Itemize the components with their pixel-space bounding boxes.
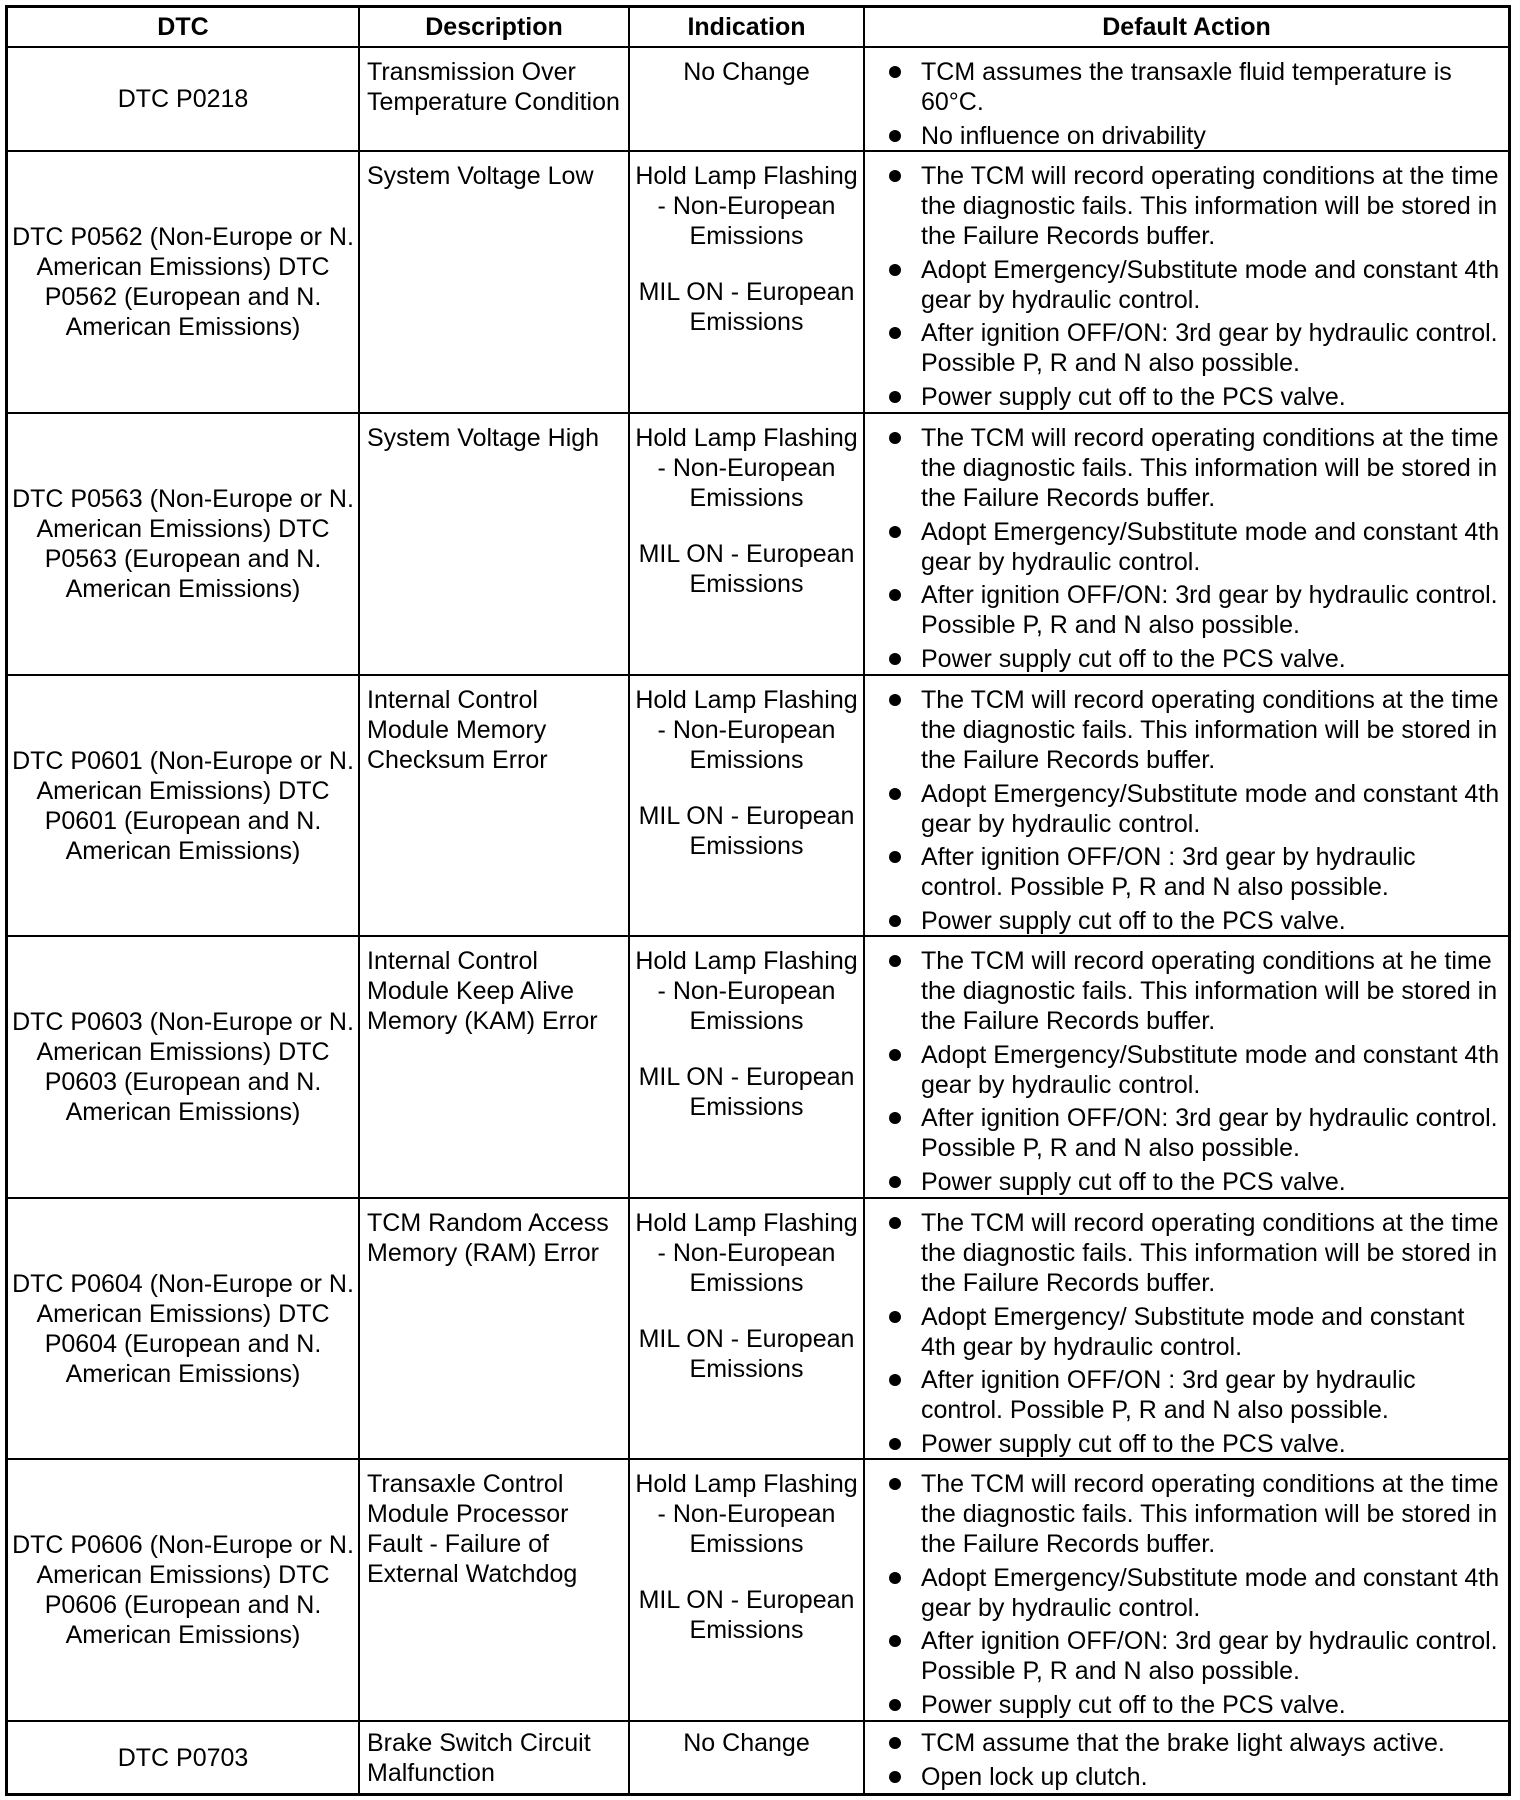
bullet-icon: [889, 1112, 901, 1124]
action-text: The TCM will record operating conditions at the time: [921, 424, 1499, 452]
action-text: gear by hydraulic control.: [921, 809, 1201, 838]
dtc-cell: [8, 676, 360, 937]
indication-text: Emissions: [689, 746, 804, 774]
description-text: Module Memory: [367, 716, 547, 744]
action-item: [865, 580, 1508, 640]
indication-text: Hold Lamp Flashing: [635, 424, 858, 452]
description-text: Transaxle Control: [367, 1470, 564, 1498]
bullet-icon: [889, 955, 901, 967]
action-item: [865, 161, 1508, 251]
action-text: After ignition OFF/ON: 3rd gear by hydraulic control.: [921, 1104, 1498, 1132]
action-item: [865, 1563, 1508, 1623]
action-item: [865, 318, 1508, 378]
indication-entry: [630, 1062, 863, 1122]
action-item: [865, 1690, 1508, 1720]
indication-entry: [630, 1585, 863, 1645]
description-text: Checksum Error: [367, 746, 548, 774]
action-text: No influence on drivability: [921, 121, 1206, 150]
default-action-cell: [865, 414, 1508, 676]
column-header-default-action: Default Action: [865, 8, 1508, 48]
bullet-icon: [889, 526, 901, 538]
dtc-code-text: DTC P0562 (Non-Europe or N.: [12, 223, 354, 251]
bullet-icon: [889, 788, 901, 800]
action-item: [865, 1365, 1508, 1425]
indication-text: Emissions: [689, 570, 804, 598]
indication-text: Hold Lamp Flashing: [635, 1209, 858, 1237]
bullet-icon: [889, 851, 901, 863]
description-text: TCM Random Access: [367, 1209, 609, 1237]
dtc-code-text: American Emissions): [65, 1359, 301, 1388]
dtc-code-text: DTC P0606 (Non-Europe or N.: [12, 1531, 354, 1559]
indication-text: No Change: [683, 1729, 810, 1757]
default-action-cell: [865, 937, 1508, 1199]
action-item: [865, 1167, 1508, 1197]
column-header-description: Description: [360, 8, 630, 48]
action-text: After ignition OFF/ON: 3rd gear by hydraulic control.: [921, 319, 1498, 347]
action-text: the diagnostic fails. This information will be stored in: [921, 1500, 1498, 1528]
action-item: [865, 517, 1508, 577]
action-item: [865, 1040, 1508, 1100]
bullet-icon: [889, 915, 901, 927]
description-text: Module Processor: [367, 1500, 569, 1528]
indication-entry: [630, 57, 863, 87]
action-text: The TCM will record operating conditions at the time: [921, 686, 1499, 714]
action-item: [865, 57, 1508, 117]
dtc-cell: [8, 937, 360, 1199]
action-text: Power supply cut off to the PCS valve.: [921, 1167, 1346, 1196]
column-header-indication: Indication: [630, 8, 865, 48]
dtc-code-text: DTC P0604 (Non-Europe or N.: [12, 1269, 354, 1298]
indication-text: MIL ON - European: [638, 278, 855, 306]
action-text: gear by hydraulic control.: [921, 547, 1201, 576]
indication-text: - Non-European: [657, 1239, 836, 1267]
dtc-code-text: American Emissions) DTC: [36, 253, 330, 281]
action-item: [865, 1626, 1508, 1686]
action-text: After ignition OFF/ON : 3rd gear by hydraulic: [921, 1366, 1416, 1394]
dtc-code-text: DTC P0218: [117, 85, 249, 113]
description-text: Transmission Over: [367, 58, 576, 86]
bullet-icon: [889, 170, 901, 182]
action-text: the diagnostic fails. This information will be stored in: [921, 192, 1498, 220]
indication-text: - Non-European: [657, 192, 836, 220]
dtc-cell: [8, 1722, 360, 1793]
indication-cell: [630, 1199, 865, 1460]
bullet-icon: [889, 1311, 901, 1323]
bullet-icon: [889, 1478, 901, 1490]
action-text: The TCM will record operating conditions at he time: [921, 947, 1492, 975]
action-item: [865, 644, 1508, 674]
action-item: [865, 1469, 1508, 1559]
indication-text: Hold Lamp Flashing: [635, 162, 858, 190]
indication-text: MIL ON - European: [638, 1586, 855, 1614]
action-item: [865, 685, 1508, 775]
description-cell: [360, 48, 630, 152]
action-item: [865, 382, 1508, 412]
action-text: the diagnostic fails. This information will be stored in: [921, 977, 1498, 1005]
action-text: gear by hydraulic control.: [921, 1593, 1201, 1622]
dtc-code-text: American Emissions) DTC: [36, 1038, 330, 1066]
action-text: After ignition OFF/ON: 3rd gear by hydraulic control.: [921, 581, 1498, 609]
indication-text: - Non-European: [657, 1500, 836, 1528]
indication-entry: [630, 946, 863, 1036]
indication-cell: [630, 676, 865, 937]
indication-entry: [630, 1324, 863, 1384]
bullet-icon: [889, 264, 901, 276]
bullet-icon: [889, 1217, 901, 1229]
action-text: Power supply cut off to the PCS valve.: [921, 382, 1346, 411]
indication-entry: [630, 1208, 863, 1298]
indication-text: Emissions: [689, 1530, 804, 1558]
bullet-icon: [889, 589, 901, 601]
action-text: 4th gear by hydraulic control.: [921, 1332, 1243, 1361]
indication-text: Emissions: [689, 308, 804, 336]
dtc-code-text: American Emissions): [65, 575, 301, 603]
indication-text: Hold Lamp Flashing: [635, 1470, 858, 1498]
dtc-code-text: American Emissions): [65, 1098, 301, 1126]
description-text: Memory (KAM) Error: [367, 1007, 598, 1035]
action-item: [865, 1429, 1508, 1459]
indication-text: MIL ON - European: [638, 1063, 855, 1091]
dtc-cell: [8, 152, 360, 414]
action-text: TCM assume that the brake light always active.: [921, 1729, 1445, 1757]
action-text: Adopt Emergency/Substitute mode and constant 4th: [921, 779, 1500, 808]
indication-text: Hold Lamp Flashing: [635, 686, 858, 714]
dtc-cell: [8, 1460, 360, 1722]
action-item: [865, 946, 1508, 1036]
description-cell: [360, 676, 630, 937]
indication-text: Emissions: [689, 832, 804, 860]
dtc-code-text: American Emissions) DTC: [36, 1561, 330, 1589]
dtc-code-text: DTC P0601 (Non-Europe or N.: [12, 746, 354, 775]
indication-text: - Non-European: [657, 454, 836, 482]
indication-entry: [630, 801, 863, 861]
action-text: Power supply cut off to the PCS valve.: [921, 1690, 1346, 1719]
indication-cell: [630, 48, 865, 152]
dtc-code-text: P0603 (European and N.: [44, 1068, 322, 1096]
indication-text: Emissions: [689, 1007, 804, 1035]
indication-text: Emissions: [689, 1093, 804, 1121]
indication-text: Hold Lamp Flashing: [635, 947, 858, 975]
description-text: Fault - Failure of: [367, 1530, 550, 1558]
indication-cell: [630, 414, 865, 676]
action-item: [865, 1208, 1508, 1298]
description-text: Temperature Condition: [367, 88, 620, 116]
bullet-icon: [889, 130, 901, 142]
description-text: Internal Control: [367, 947, 538, 975]
action-item: [865, 1762, 1508, 1792]
action-text: TCM assumes the transaxle fluid temperature is: [921, 58, 1452, 86]
description-text: Module Keep Alive: [367, 977, 575, 1005]
bullet-icon: [889, 1438, 901, 1450]
indication-text: - Non-European: [657, 977, 836, 1005]
action-item: [865, 1103, 1508, 1163]
indication-entry: [630, 423, 863, 513]
action-item: [865, 1302, 1508, 1362]
bullet-icon: [889, 432, 901, 444]
dtc-table: [5, 5, 1511, 1796]
dtc-code-text: P0606 (European and N.: [44, 1591, 322, 1619]
action-text: After ignition OFF/ON: 3rd gear by hydraulic control.: [921, 1627, 1498, 1655]
indication-text: Emissions: [689, 1269, 804, 1297]
action-text: Power supply cut off to the PCS valve.: [921, 1429, 1346, 1458]
description-text: Brake Switch Circuit: [367, 1729, 591, 1757]
description-cell: [360, 1460, 630, 1722]
bullet-icon: [889, 1737, 901, 1749]
description-cell: [360, 152, 630, 414]
action-text: the diagnostic fails. This information will be stored in: [921, 1239, 1498, 1267]
action-item: [865, 121, 1508, 151]
dtc-code-text: P0562 (European and N.: [44, 283, 322, 311]
action-text: Adopt Emergency/Substitute mode and constant 4th: [921, 1563, 1500, 1592]
action-text: The TCM will record operating conditions at the time: [921, 1470, 1499, 1498]
action-text: The TCM will record operating conditions at the time: [921, 1209, 1499, 1237]
dtc-code-text: American Emissions) DTC: [36, 515, 330, 543]
dtc-cell: [8, 1199, 360, 1460]
bullet-icon: [889, 391, 901, 403]
dtc-code-text: American Emissions): [65, 313, 301, 341]
description-cell: [360, 414, 630, 676]
action-item: [865, 423, 1508, 513]
indication-entry: [630, 539, 863, 599]
bullet-icon: [889, 694, 901, 706]
indication-text: MIL ON - European: [638, 1325, 855, 1353]
bullet-icon: [889, 1572, 901, 1584]
indication-entry: [630, 161, 863, 251]
action-item: [865, 906, 1508, 936]
action-text: Adopt Emergency/Substitute mode and constant 4th: [921, 255, 1500, 284]
default-action-cell: [865, 1722, 1508, 1793]
action-text: the Failure Records buffer.: [921, 1530, 1216, 1558]
action-text: gear by hydraulic control.: [921, 285, 1201, 314]
indication-text: No Change: [683, 58, 810, 86]
indication-entry: [630, 277, 863, 337]
action-text: Power supply cut off to the PCS valve.: [921, 906, 1346, 935]
action-text: the diagnostic fails. This information will be stored in: [921, 454, 1498, 482]
dtc-cell: [8, 48, 360, 152]
description-text: Internal Control: [367, 686, 538, 714]
default-action-cell: [865, 152, 1508, 414]
action-text: the Failure Records buffer.: [921, 746, 1216, 774]
action-text: the Failure Records buffer.: [921, 1007, 1216, 1035]
action-text: Adopt Emergency/Substitute mode and constant 4th: [921, 517, 1500, 546]
action-text: After ignition OFF/ON : 3rd gear by hydraulic: [921, 843, 1416, 871]
bullet-icon: [889, 1635, 901, 1647]
dtc-code-text: DTC P0703: [117, 1743, 249, 1772]
action-text: Open lock up clutch.: [921, 1762, 1148, 1791]
default-action-cell: [865, 48, 1508, 152]
indication-text: MIL ON - European: [638, 802, 855, 830]
bullet-icon: [889, 1049, 901, 1061]
description-text: Memory (RAM) Error: [367, 1239, 599, 1267]
dtc-code-text: American Emissions) DTC: [36, 776, 330, 805]
action-text: control. Possible P, R and N also possible.: [921, 1396, 1389, 1424]
action-text: the Failure Records buffer.: [921, 484, 1216, 512]
indication-text: Emissions: [689, 1355, 804, 1383]
default-action-cell: [865, 1460, 1508, 1722]
dtc-code-text: American Emissions): [65, 1621, 301, 1649]
action-item: [865, 255, 1508, 315]
bullet-icon: [889, 1374, 901, 1386]
action-item: [865, 1728, 1508, 1758]
indication-text: Emissions: [689, 484, 804, 512]
action-text: the diagnostic fails. This information will be stored in: [921, 716, 1498, 744]
action-item: [865, 779, 1508, 839]
bullet-icon: [889, 66, 901, 78]
action-text: Possible P, R and N also possible.: [921, 1134, 1300, 1162]
indication-cell: [630, 152, 865, 414]
action-text: 60°C.: [921, 88, 984, 116]
action-text: Possible P, R and N also possible.: [921, 611, 1300, 639]
indication-text: - Non-European: [657, 716, 836, 744]
description-cell: [360, 1722, 630, 1793]
description-cell: [360, 1199, 630, 1460]
dtc-code-text: DTC P0563 (Non-Europe or N.: [12, 485, 354, 513]
description-cell: [360, 937, 630, 1199]
dtc-cell: [8, 414, 360, 676]
default-action-cell: [865, 676, 1508, 937]
description-text: System Voltage Low: [367, 162, 594, 190]
dtc-code-text: P0563 (European and N.: [44, 545, 322, 573]
indication-cell: [630, 937, 865, 1199]
bullet-icon: [889, 1176, 901, 1188]
action-text: Possible P, R and N also possible.: [921, 349, 1300, 377]
indication-text: MIL ON - European: [638, 540, 855, 568]
description-text: System Voltage High: [367, 424, 600, 452]
action-text: control. Possible P, R and N also possible.: [921, 873, 1389, 901]
action-text: Power supply cut off to the PCS valve.: [921, 644, 1346, 673]
indication-cell: [630, 1722, 865, 1793]
dtc-code-text: P0601 (European and N.: [44, 806, 322, 835]
action-text: the Failure Records buffer.: [921, 222, 1216, 250]
bullet-icon: [889, 1699, 901, 1711]
indication-cell: [630, 1460, 865, 1722]
indication-entry: [630, 1469, 863, 1559]
action-text: Adopt Emergency/Substitute mode and constant 4th: [921, 1040, 1500, 1069]
action-text: Possible P, R and N also possible.: [921, 1657, 1300, 1685]
action-text: The TCM will record operating conditions at the time: [921, 162, 1499, 190]
dtc-code-text: P0604 (European and N.: [44, 1329, 322, 1358]
column-header-dtc: DTC: [8, 8, 360, 48]
indication-text: Emissions: [689, 222, 804, 250]
action-text: gear by hydraulic control.: [921, 1070, 1201, 1099]
bullet-icon: [889, 327, 901, 339]
indication-entry: [630, 685, 863, 775]
indication-text: Emissions: [689, 1616, 804, 1644]
indication-entry: [630, 1728, 863, 1758]
dtc-code-text: DTC P0603 (Non-Europe or N.: [12, 1008, 354, 1036]
bullet-icon: [889, 653, 901, 665]
action-text: Adopt Emergency/ Substitute mode and constant: [921, 1302, 1465, 1331]
dtc-code-text: American Emissions) DTC: [36, 1299, 330, 1328]
action-item: [865, 842, 1508, 902]
bullet-icon: [889, 1771, 901, 1783]
dtc-code-text: American Emissions): [65, 836, 301, 865]
description-text: External Watchdog: [367, 1560, 578, 1588]
action-text: the Failure Records buffer.: [921, 1269, 1216, 1297]
default-action-cell: [865, 1199, 1508, 1460]
description-text: Malfunction: [367, 1759, 495, 1787]
